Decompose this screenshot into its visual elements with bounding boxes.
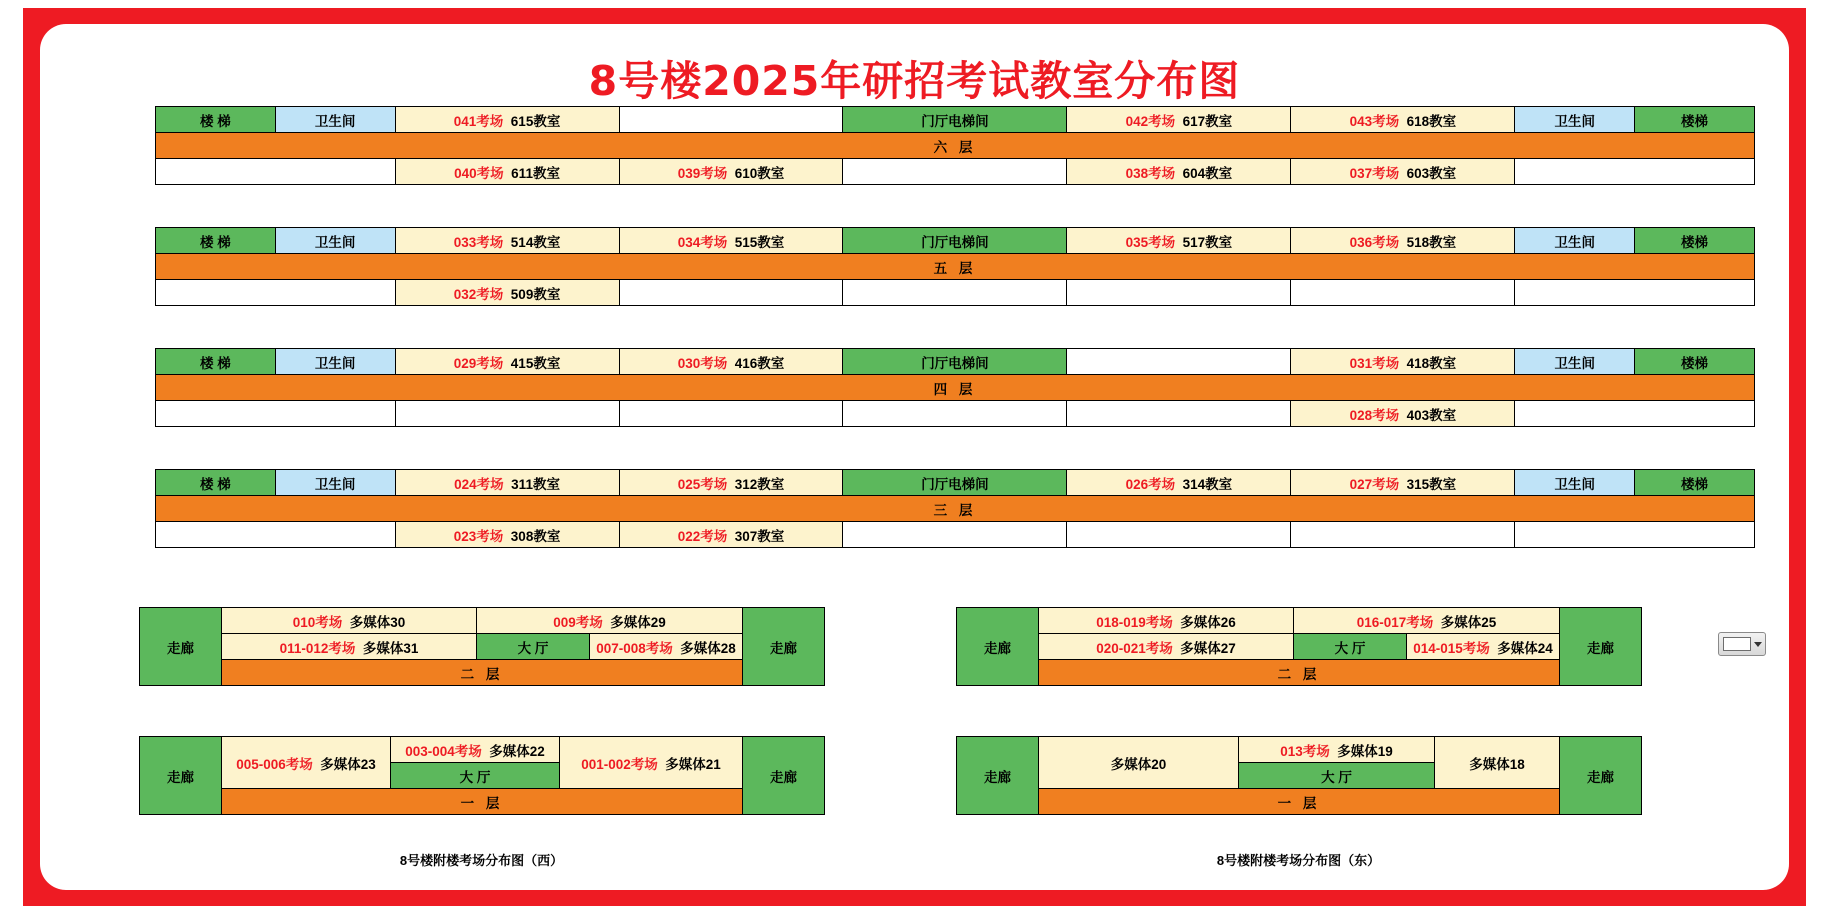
exam-number: 027考场 xyxy=(1349,476,1400,492)
empty-cell xyxy=(1067,401,1291,427)
exam-number: 043考场 xyxy=(1349,113,1400,129)
exam-room-cell xyxy=(560,737,743,789)
table-row xyxy=(140,608,825,634)
room-number: 518教室 xyxy=(1406,234,1457,250)
exam-number: 038考场 xyxy=(1125,165,1176,181)
room-number: 多媒体27 xyxy=(1180,640,1236,656)
exam-number: 041考场 xyxy=(453,113,504,129)
table-row xyxy=(156,496,1755,522)
room-number: 610教室 xyxy=(734,165,785,181)
exam-room-cell xyxy=(222,634,477,660)
floor-label: 六 层 xyxy=(156,133,1755,159)
room-number: 403教室 xyxy=(1406,407,1457,423)
lobby-elevator-cell: 门厅电梯间 xyxy=(843,349,1067,375)
corridor-cell-right: 走廊 xyxy=(743,737,825,815)
exam-room-cell xyxy=(1067,228,1291,254)
room-number: 509教室 xyxy=(510,286,561,302)
table-row xyxy=(156,401,1755,427)
exam-room-cell xyxy=(619,228,843,254)
exam-room-cell xyxy=(395,159,619,185)
exam-number: 031考场 xyxy=(1349,355,1400,371)
empty-cell xyxy=(843,522,1067,548)
room-number: 314教室 xyxy=(1182,476,1233,492)
corridor-cell-right: 走廊 xyxy=(743,608,825,686)
exam-room-cell xyxy=(222,737,391,789)
exam-room-cell xyxy=(395,280,619,306)
annex-east-floor2-table xyxy=(956,607,1642,686)
floor-block-5 xyxy=(155,227,1755,306)
exam-room-cell xyxy=(1291,107,1515,133)
empty-cell xyxy=(156,522,396,548)
empty-cell xyxy=(843,401,1067,427)
empty-cell xyxy=(619,107,843,133)
room-number: 多媒体26 xyxy=(1180,614,1236,630)
empty-cell xyxy=(156,159,396,185)
exam-room-cell xyxy=(619,159,843,185)
empty-cell xyxy=(1067,349,1291,375)
restroom-cell: 卫生间 xyxy=(1515,228,1635,254)
corridor-cell-left: 走廊 xyxy=(957,608,1039,686)
empty-cell xyxy=(1291,280,1515,306)
table-row xyxy=(140,737,825,763)
hall-cell: 大 厅 xyxy=(1294,634,1407,660)
table-row xyxy=(140,634,825,660)
table-row xyxy=(957,660,1642,686)
empty-cell xyxy=(1515,401,1755,427)
exam-number: 032考场 xyxy=(453,286,504,302)
floor-label: 二 层 xyxy=(222,660,743,686)
room-number: 416教室 xyxy=(734,355,785,371)
room-number: 多媒体24 xyxy=(1497,640,1553,656)
room-number: 307教室 xyxy=(734,528,785,544)
lobby-elevator-cell: 门厅电梯间 xyxy=(843,470,1067,496)
empty-cell xyxy=(1515,280,1755,306)
floor-table-5 xyxy=(155,227,1755,306)
annex-east-floor1 xyxy=(956,736,1642,815)
hall-cell: 大 厅 xyxy=(391,763,560,789)
room-number: 311教室 xyxy=(511,476,560,492)
room-number: 多媒体30 xyxy=(349,614,406,630)
annex-east-caption: 8号楼附楼考场分布图（东） xyxy=(1216,853,1381,868)
exam-room-cell xyxy=(619,349,843,375)
room-number: 615教室 xyxy=(510,113,561,129)
table-row xyxy=(156,375,1755,401)
table-row xyxy=(156,159,1755,185)
empty-cell xyxy=(843,159,1067,185)
floor-table-4 xyxy=(155,348,1755,427)
stairs-cell: 楼 梯 xyxy=(156,228,276,254)
stairs-cell: 楼梯 xyxy=(1635,349,1755,375)
exam-number: 040考场 xyxy=(454,165,504,181)
room-number: 603教室 xyxy=(1406,165,1457,181)
empty-cell xyxy=(395,401,619,427)
exam-number: 003-004考场 xyxy=(405,743,482,759)
floor-label: 三 层 xyxy=(156,496,1755,522)
exam-room-cell xyxy=(477,608,743,634)
corridor-cell-right: 走廊 xyxy=(1560,608,1642,686)
exam-number: 018-019考场 xyxy=(1096,614,1173,630)
table-row xyxy=(957,789,1642,815)
exam-room-cell xyxy=(1291,228,1515,254)
exam-number: 020-021考场 xyxy=(1096,640,1173,656)
corridor-cell-left: 走廊 xyxy=(957,737,1039,815)
exam-number: 033考场 xyxy=(453,234,504,250)
annex-west-caption: 8号楼附楼考场分布图（西） xyxy=(399,853,564,868)
exam-room-cell xyxy=(395,107,619,133)
exam-number: 036考场 xyxy=(1349,234,1400,250)
exam-number: 010考场 xyxy=(292,614,343,630)
room-number: 多媒体19 xyxy=(1337,743,1393,759)
restroom-cell: 卫生间 xyxy=(275,228,395,254)
table-row xyxy=(156,522,1755,548)
room-number: 多媒体21 xyxy=(665,756,721,772)
room-number: 515教室 xyxy=(734,234,785,250)
stairs-cell: 楼梯 xyxy=(1635,470,1755,496)
exam-number: 035考场 xyxy=(1125,234,1176,250)
room-number: 多媒体25 xyxy=(1440,614,1497,630)
stairs-cell: 楼梯 xyxy=(1635,107,1755,133)
exam-number: 009考场 xyxy=(553,614,603,630)
exam-number: 042考场 xyxy=(1125,113,1176,129)
restroom-cell: 卫生间 xyxy=(275,349,395,375)
room-number: 多媒体22 xyxy=(489,743,545,759)
table-row xyxy=(156,349,1755,375)
exam-room-cell xyxy=(1239,737,1435,763)
table-row xyxy=(156,254,1755,280)
exam-room-cell xyxy=(619,522,843,548)
floor-block-4 xyxy=(155,348,1755,427)
exam-room-cell xyxy=(1407,634,1560,660)
exam-room-cell xyxy=(1039,737,1239,789)
floor-label: 一 层 xyxy=(222,789,743,815)
exam-room-cell xyxy=(1291,401,1515,427)
room-number: 618教室 xyxy=(1406,113,1457,129)
floor-block-3 xyxy=(155,469,1755,548)
exam-number: 025考场 xyxy=(677,476,728,492)
exam-room-cell xyxy=(395,349,619,375)
chevron-down-icon xyxy=(1754,642,1762,647)
empty-cell xyxy=(156,280,396,306)
empty-cell xyxy=(1291,522,1515,548)
empty-cell xyxy=(1067,280,1291,306)
table-row xyxy=(957,737,1642,763)
room-number: 多媒体23 xyxy=(320,756,376,772)
room-number: 多媒体28 xyxy=(680,640,736,656)
annex-west-floor2 xyxy=(139,607,825,686)
exam-number: 013考场 xyxy=(1280,743,1330,759)
exam-room-cell xyxy=(1294,608,1560,634)
restroom-cell: 卫生间 xyxy=(1515,470,1635,496)
table-row xyxy=(156,107,1755,133)
floor-label: 一 层 xyxy=(1039,789,1560,815)
page-title: 8号楼2025年研招考试教室分布图 xyxy=(588,57,1241,105)
exam-room-cell xyxy=(1291,159,1515,185)
empty-cell xyxy=(619,401,843,427)
exam-room-cell xyxy=(1039,608,1294,634)
exam-number: 034考场 xyxy=(677,234,728,250)
exam-room-cell xyxy=(395,470,619,496)
table-row xyxy=(140,789,825,815)
room-number: 多媒体18 xyxy=(1469,756,1525,772)
floor-block-6 xyxy=(155,106,1755,185)
empty-cell xyxy=(1515,522,1755,548)
poster-background xyxy=(23,8,1806,906)
room-number: 308教室 xyxy=(510,528,561,544)
stairs-cell: 楼 梯 xyxy=(156,470,276,496)
stairs-cell: 楼 梯 xyxy=(156,349,276,375)
empty-cell xyxy=(156,401,396,427)
table-row xyxy=(156,133,1755,159)
exam-number: 022考场 xyxy=(677,528,728,544)
annex-east-floor2 xyxy=(956,607,1642,686)
exam-number: 011-012考场 xyxy=(279,640,356,656)
annex-west-floor1-table xyxy=(139,736,825,815)
corridor-cell-left: 走廊 xyxy=(140,737,222,815)
annex-east-floor1-table xyxy=(956,736,1642,815)
hall-cell: 大 厅 xyxy=(477,634,590,660)
hall-cell: 大 厅 xyxy=(1239,763,1435,789)
lobby-elevator-cell: 门厅电梯间 xyxy=(843,107,1067,133)
table-row xyxy=(140,660,825,686)
exam-number: 039考场 xyxy=(677,165,728,181)
exam-room-cell xyxy=(1067,470,1291,496)
exam-room-cell xyxy=(1291,470,1515,496)
room-number: 多媒体31 xyxy=(362,640,419,656)
exam-room-cell xyxy=(619,470,843,496)
exam-number: 026考场 xyxy=(1125,476,1176,492)
keyboard-icon xyxy=(1723,637,1751,651)
table-row xyxy=(957,634,1642,660)
restroom-cell: 卫生间 xyxy=(275,470,395,496)
exam-number: 030考场 xyxy=(677,355,728,371)
empty-cell xyxy=(619,280,843,306)
floor-table-6 xyxy=(155,106,1755,185)
table-row xyxy=(156,280,1755,306)
corridor-cell-left: 走廊 xyxy=(140,608,222,686)
table-row xyxy=(156,228,1755,254)
restroom-cell: 卫生间 xyxy=(1515,349,1635,375)
floor-table-3 xyxy=(155,469,1755,548)
restroom-cell: 卫生间 xyxy=(275,107,395,133)
room-number: 312教室 xyxy=(734,476,785,492)
exam-room-cell xyxy=(1039,634,1294,660)
exam-room-cell xyxy=(1067,107,1291,133)
exam-room-cell xyxy=(391,737,560,763)
lobby-elevator-cell: 门厅电梯间 xyxy=(843,228,1067,254)
room-number: 604教室 xyxy=(1182,165,1233,181)
exam-number: 029考场 xyxy=(453,355,504,371)
poster-inner-panel xyxy=(40,24,1789,890)
exam-room-cell xyxy=(1291,349,1515,375)
empty-cell xyxy=(1067,522,1291,548)
room-number: 514教室 xyxy=(510,234,561,250)
floor-label: 五 层 xyxy=(156,254,1755,280)
exam-room-cell xyxy=(1435,737,1560,789)
exam-number: 037考场 xyxy=(1349,165,1400,181)
exam-room-cell xyxy=(395,522,619,548)
stairs-cell: 楼 梯 xyxy=(156,107,276,133)
ime-keyboard-indicator[interactable] xyxy=(1718,632,1766,656)
exam-number: 007-008考场 xyxy=(596,640,673,656)
exam-number: 028考场 xyxy=(1349,407,1400,423)
room-number: 517教室 xyxy=(1182,234,1233,250)
floor-label: 二 层 xyxy=(1039,660,1560,686)
stairs-cell: 楼梯 xyxy=(1635,228,1755,254)
exam-number: 005-006考场 xyxy=(236,756,313,772)
annex-west-floor1 xyxy=(139,736,825,815)
restroom-cell: 卫生间 xyxy=(1515,107,1635,133)
annex-west-floor2-table xyxy=(139,607,825,686)
table-row xyxy=(156,470,1755,496)
table-row xyxy=(957,608,1642,634)
room-number: 611教室 xyxy=(511,165,560,181)
room-number: 617教室 xyxy=(1182,113,1233,129)
floor-label: 四 层 xyxy=(156,375,1755,401)
exam-number: 023考场 xyxy=(453,528,504,544)
exam-number: 016-017考场 xyxy=(1356,614,1434,630)
room-number: 418教室 xyxy=(1406,355,1457,371)
exam-room-cell xyxy=(395,228,619,254)
empty-cell xyxy=(1515,159,1755,185)
exam-room-cell xyxy=(590,634,743,660)
exam-number: 001-002考场 xyxy=(581,756,658,772)
room-number: 315教室 xyxy=(1406,476,1457,492)
room-number: 多媒体20 xyxy=(1110,756,1167,772)
exam-number: 024考场 xyxy=(454,476,504,492)
exam-number: 014-015考场 xyxy=(1413,640,1490,656)
corridor-cell-right: 走廊 xyxy=(1560,737,1642,815)
exam-room-cell xyxy=(222,608,477,634)
empty-cell xyxy=(843,280,1067,306)
room-number: 415教室 xyxy=(510,355,561,371)
exam-room-cell xyxy=(1067,159,1291,185)
room-number: 多媒体29 xyxy=(610,614,666,630)
